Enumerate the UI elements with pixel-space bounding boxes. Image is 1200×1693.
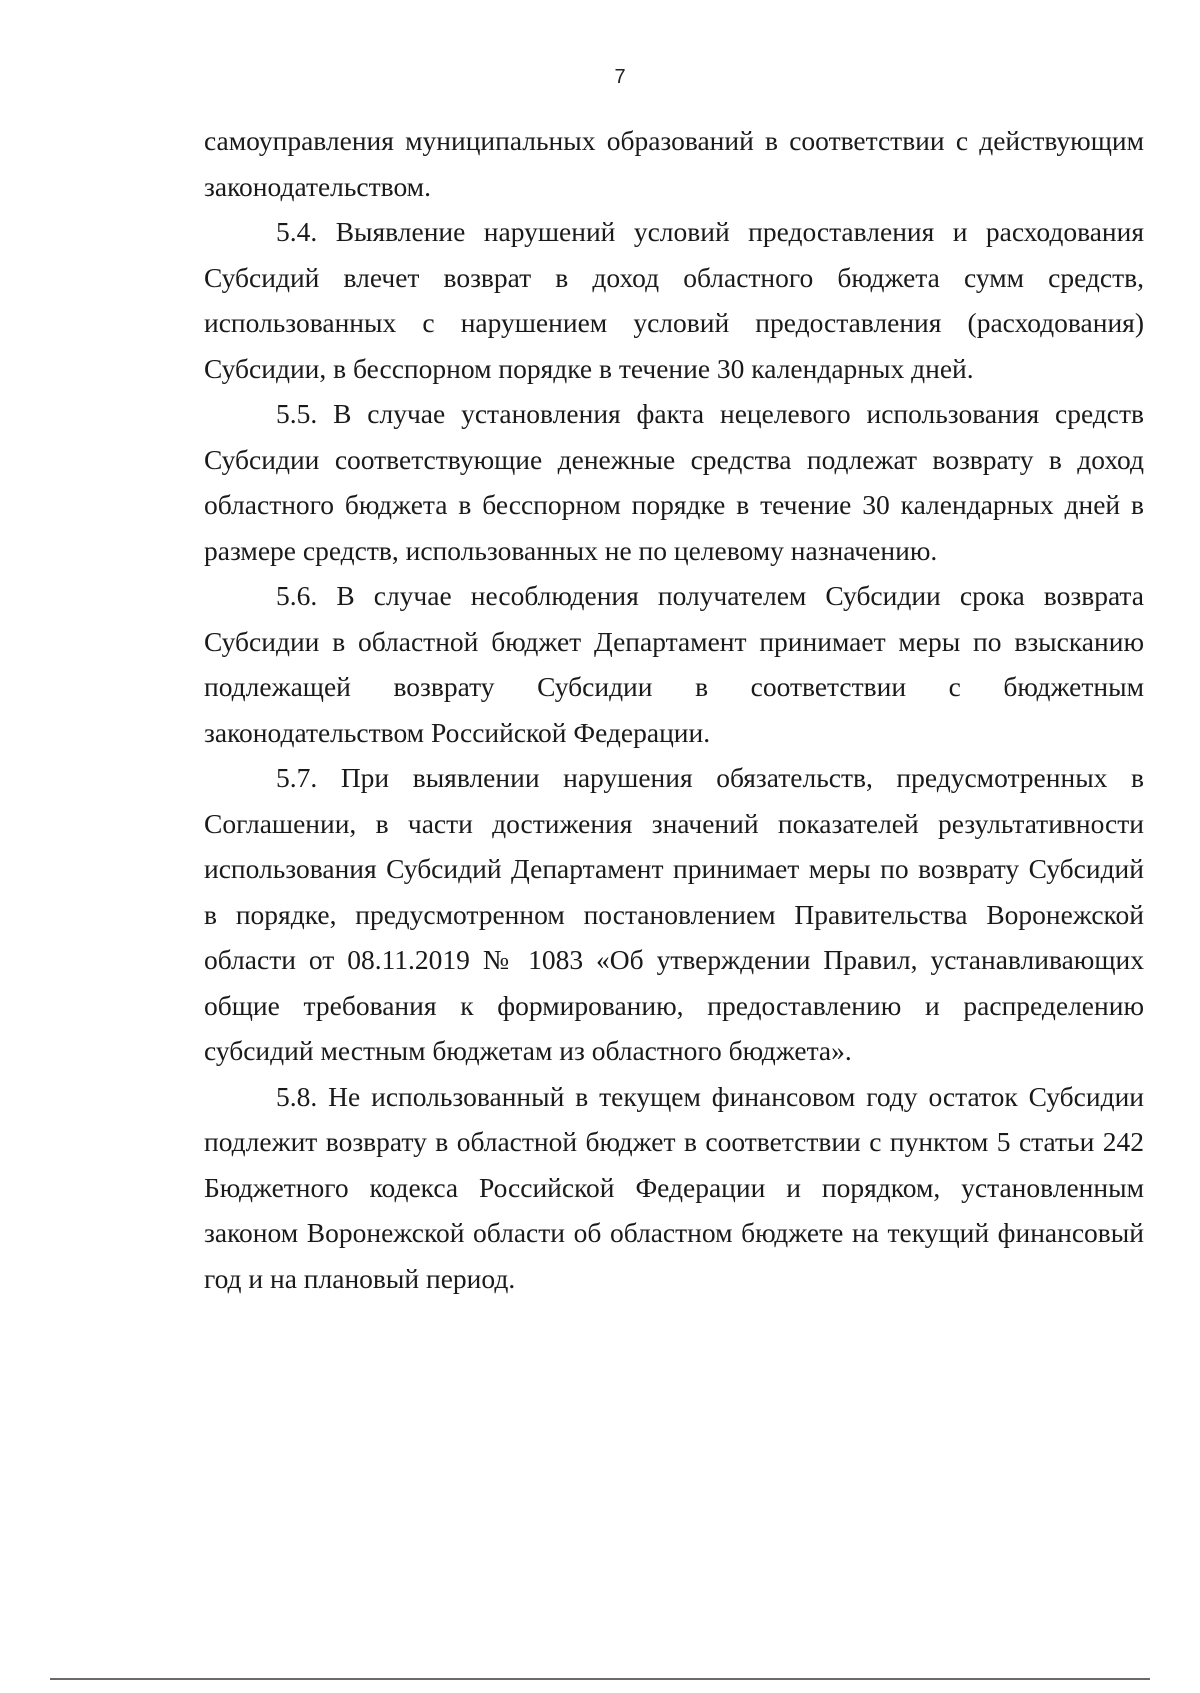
- paragraph-5-4: 5.4. Выявление нарушений условий предоставления и расходования Субсидий влечет возврат в доход областного бюджета сумм средств, использованных с нарушением условий предоставления (расходования) Субсидии, в бесспорном порядке в течение 30 календарных дней.: [204, 216, 1144, 384]
- page-number: 7: [614, 66, 626, 88]
- paragraph-5-7: 5.7. При выявлении нарушения обязательств, предусмотренных в Соглашении, в части достижения значений показателей результативности использования Субсидий Департамент принимает меры по возврату Субсидий в порядке, предусмотренном постановлением Правительства Воронежской области от 08.11.2019 № 1083 «Об утверждении Правил, устанавливающих общие требования к формированию, предоставлению и распределению субсидий местным бюджетам из областного бюджета».: [204, 762, 1144, 1066]
- paragraph-5-6: 5.6. В случае несоблюдения получателем Субсидии срока возврата Субсидии в областной бюджет Департамент принимает меры по взысканию подлежащей возврату Субсидии в соответствии с бюджетным законодательством Российской Федерации.: [204, 580, 1144, 748]
- document-body: [204, 118, 1144, 1301]
- paragraph-5-8: 5.8. Не использованный в текущем финансовом году остаток Субсидии подлежит возврату в областной бюджет в соответствии с пунктом 5 статьи 242 Бюджетного кодекса Российской Федерации и порядком, установленным законом Воронежской области об областном бюджете на текущий финансовый год и на плановый период.: [204, 1080, 1144, 1294]
- scan-edge-line: [50, 1678, 1150, 1680]
- paragraph-5-5: 5.5. В случае установления факта нецелевого использования средств Субсидии соответствующие денежные средства подлежат возврату в доход областного бюджета в бесспорном порядке в течение 30 календарных дней в размере средств, использованных не по целевому назначению.: [204, 398, 1144, 566]
- paragraph-continuation: самоуправления муниципальных образований в соответствии с действующим законодательством.: [204, 125, 1144, 202]
